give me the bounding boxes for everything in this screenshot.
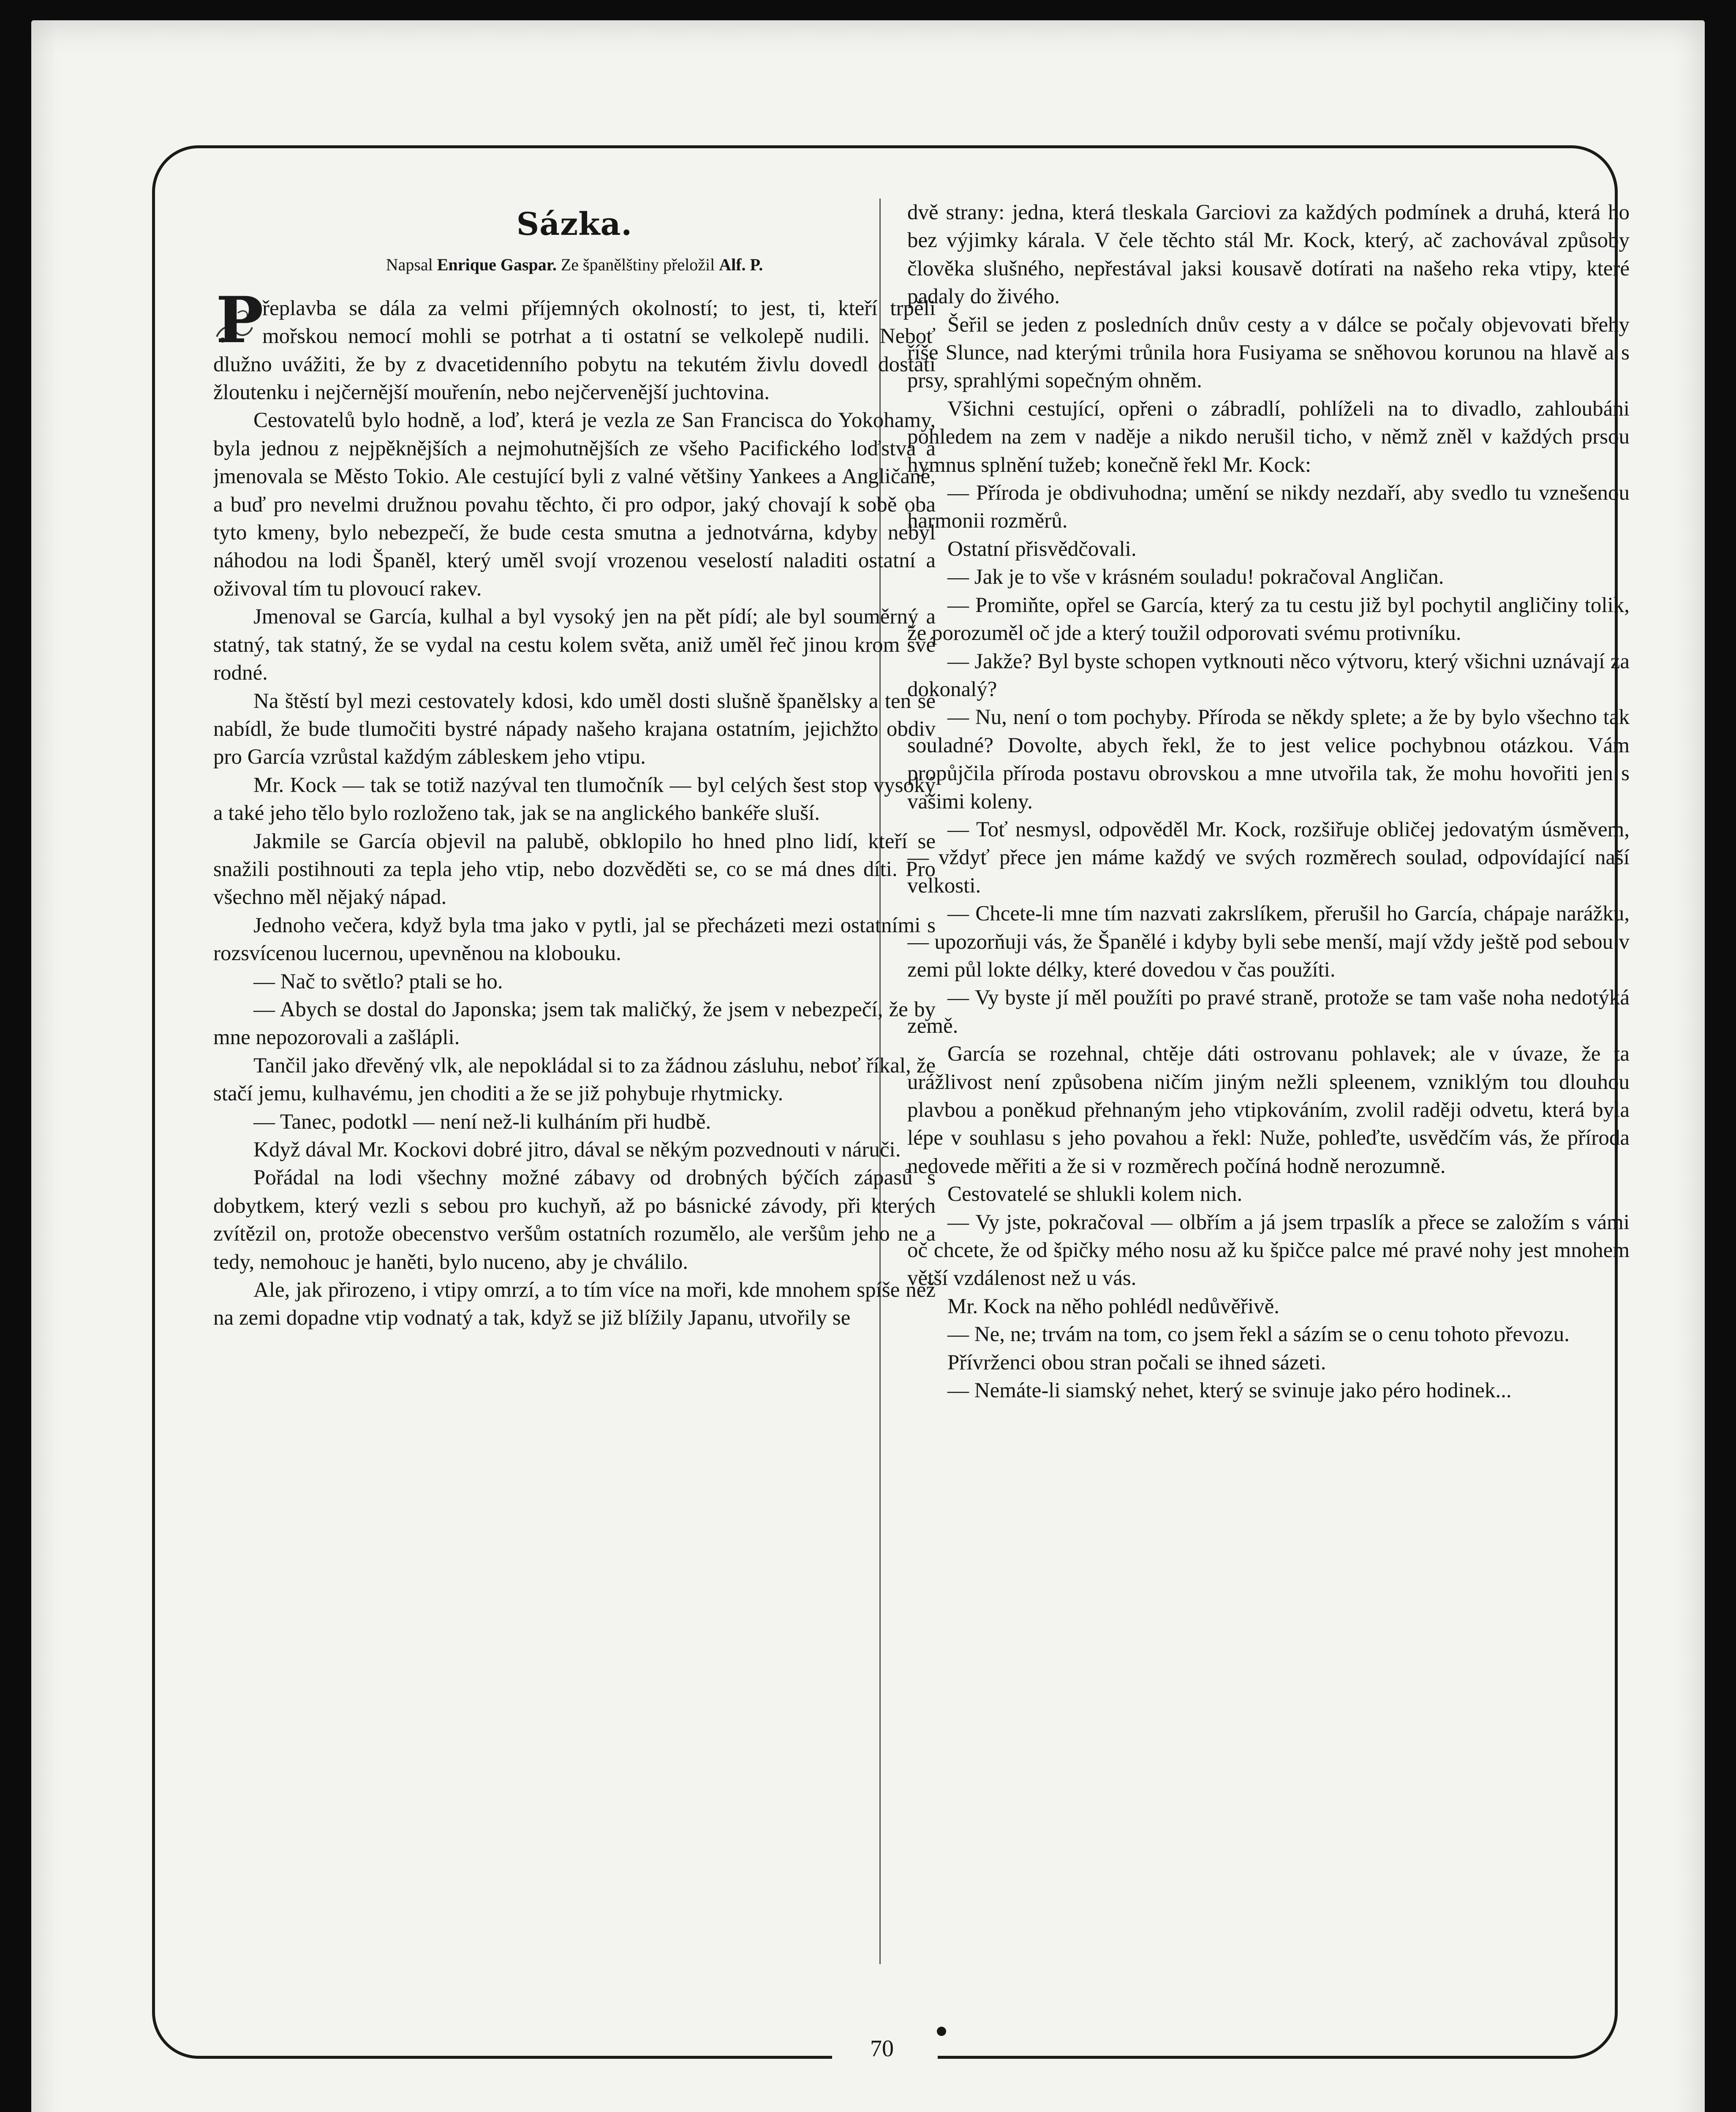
left-paragraph: Tančil jako dřevěný vlk, ale nepokládal si to za žádnou zásluhu, neboť říkal, že stačí jemu, kulhavému, jen choditi a že se již pohybuje rhytmicky. [213,1053,936,1106]
ornamental-dropcap [213,283,264,357]
byline-prefix: Napsal [386,255,437,275]
page-number-dot [937,2027,946,2036]
right-paragraph: — Příroda je obdivuhodna; umění se nikdy nezdaří, aby svedlo tu vznešenou harmonii rozměrů. [907,481,1630,533]
right-paragraph: — Jakže? Byl byste schopen vytknouti něco výtvoru, který všichni uznávají za dokonalý? [907,649,1630,701]
left-paragraph: Cestovatelů bylo hodně, a loď, která je vezla ze San Francisca do Yokohamy, byla jednou z nejpěknějších a nejmohutnějších ze všeho Pacifického loďstva a jmenovala se Město Tokio. Ale cestující byli z valné většiny Yankees a Angličané, a buď pro nevelmi družnou povahu těchto, či pro odpor, jaký chovají k sobě oba tyto kmeny, bylo nebezpečí, že bude cesta smutna a jednotvárna, kdyby nebyl náhodou na lodi Španěl, který uměl svojí vrozenou veselostí naladiti ostatní a oživoval tím tu plovoucí rakev. [213,408,936,601]
left-paragraph: Jednoho večera, když byla tma jako v pytli, jal se přecházeti mezi ostatními s rozsvícenou lucernou, upevněnou na klobouku. [213,913,936,966]
right-paragraph: dvě strany: jedna, která tleskala Garciovi za každých podmínek a druhá, která ho bez výjimky kárala. V čele těchto stál Mr. Kock, který, ač zachovával způsoby člověka slušného, nepřestával jaksi kousavě dotírati na našeho reka vtipy, které padaly do živého. [907,201,1630,309]
byline-author: Enrique Gaspar. [437,255,557,275]
right-paragraph: — Nu, není o tom pochyby. Příroda se někdy splete; a že by bylo všechno tak souladné? Dovolte, abych řekl, že to jest velice pochybnou otázkou. Vám propůjčila příroda postavu obrovskou a mne utvořila tak, že mohu hovořiti jen s vašimi koleny. [907,705,1630,814]
left-paragraph: Ale, jak přirozeno, i vtipy omrzí, a to tím více na moři, kde mnohem spíše než na zemi dopadne vtip vodnatý a tak, když se již blížily Japanu, utvořily se [213,1278,936,1330]
right-paragraph: — Nemáte-li siamský nehet, který se svinuje jako péro hodinek... [947,1379,1512,1403]
right-paragraph: — Vy byste jí měl použíti po pravé straně, protože se tam vaše noha nedotýká země. [907,986,1630,1038]
right-paragraph: Mr. Kock na něho pohlédl nedůvěřivě. [947,1294,1280,1318]
left-column [213,199,936,1973]
right-paragraph: — Promiňte, opřel se García, který za tu cestu již byl pochytil angličiny tolik, že porozuměl oč jde a který toužil odporovati svému protivníku. [907,593,1630,645]
right-paragraph: — Ne, ne; trvám na tom, co jsem řekl a sázím se o cenu tohoto převozu. [947,1323,1570,1347]
right-paragraph: Ostatní přisvědčovali. [947,537,1137,561]
right-paragraph: — Chcete-li mne tím nazvati zakrslíkem, přerušil ho García, chápaje narážku, — upozorňuji vás, že Španělé i kdyby byli sebe menší, mají vždy ještě pod sebou v zemi půl lokte délky, které dovedou v čas použíti. [907,902,1630,982]
right-column [907,199,1630,1973]
left-paragraph: — Abych se dostal do Japonska; jsem tak maličký, že jsem v nebezpečí, že by mne nepozorovali a zašlápli. [213,997,936,1050]
left-paragraph: Pořádal na lodi všechny možné zábavy od drobných býčích zápasů s dobytkem, který vezli s sebou pro kuchyň, až po básnické závody, při kterých zvítězil on, protože obecenstvo veršům ostatních rozumělo, ale veršům jeho ne a tedy, nemohouc je haněti, bylo nuceno, aby je chválilo. [213,1166,936,1274]
right-paragraphs [907,199,1630,1404]
first-paragraph-text: řeplavba se dála za velmi příjemných okolností; to jest, ti, kteří trpěli mořskou nemocí mohli se potrhat a ti ostatní se velkolepě nudili. Neboť dlužno uvážiti, že by z dvacetidenního pobytu na tekutém živlu dovedl dostati žloutenku i nejčernější mouřenín, nebo nejčervenější juchtovina. [213,296,936,405]
left-paragraph: Když dával Mr. Kockovi dobré jitro, dával se někým pozvednouti v náruči. [253,1138,901,1162]
byline-middle: Ze španělštiny přeložil [556,255,719,275]
left-paragraph: Jakmile se García objevil na palubě, obklopilo ho hned plno lidí, kteří se snažili postihnouti za tepla jeho vtip, nebo dozvěděti se, co se má dnes díti. Pro všechno měl nějaký nápad. [213,829,936,909]
right-paragraph: — Jak je to vše v krásném souladu! pokračoval Angličan. [947,565,1444,589]
right-paragraph: Přívrženci obou stran počali se ihned sázeti. [947,1350,1326,1374]
article-title: Sázka. [516,206,633,242]
byline-translator: Alf. P. [719,255,763,275]
right-paragraph: Všichni cestující, opřeni o zábradlí, pohlíželi na to divadlo, zahloubáni pohledem na zem v naděje a nikdo nerušil ticho, v němž zněl v každých prsou hymnus splnění tužeb; konečně řekl Mr. Kock: [907,397,1630,477]
right-paragraph: Cestovatelé se shlukli kolem nich. [947,1182,1243,1206]
left-paragraphs [213,406,936,1332]
left-paragraph: Na štěstí byl mezi cestovately kdosi, kdo uměl dosti slušně španělsky a ten se nabídl, že bude tlumočiti bystré nápady našeho krajana ostatním, jejichžto obdiv pro García vzrůstal každým zábleskem jeho vtipu. [213,689,936,769]
left-paragraph: Jmenoval se García, kulhal a byl vysoký jen na pět pídí; ale byl souměrný a statný, tak statný, že se vydal na cestu kolem světa, aniž uměl řeč jinou krom své rodné. [213,605,936,685]
left-paragraph: Mr. Kock — tak se totiž nazýval ten tlumočník — byl celých šest stop vysoký a také jeho tělo bylo rozloženo tak, jak se na anglického bankéře sluší. [213,773,936,825]
page-number: 70 [870,2036,894,2062]
right-paragraph: — Toť nesmysl, odpověděl Mr. Kock, rozšiřuje obličej jedovatým úsměvem, — vždyť přece jen máme každý ve svých rozměrech soulad, odpovídající naší velkosti. [907,817,1630,898]
left-paragraph: — Nač to světlo? ptali se ho. [253,969,503,993]
first-paragraph [213,283,936,407]
dropcap-letter: P [216,283,264,357]
article-byline [213,251,936,279]
left-paragraph: — Tanec, podotkl — není než-li kulháním při hudbě. [253,1110,711,1134]
right-paragraph: Šeřil se jeden z posledních dnův cesty a v dálce se počaly objevovati břehy říše Slunce, nad kterými trůnila hora Fusiyama se sněhovou korunou na hlavě a s prsy, sprahlými sopečným ohněm. [907,313,1630,393]
right-paragraph: García se rozehnal, chtěje dáti ostrovanu pohlavek; ale v úvaze, že ta urážlivost není způsobena ničím jiným nežli spleenem, vzniklým tou dlouhou plavbou a poněkud přehnaným jeho vtipkováním, zvolil raději odvetu, která byla lépe v souhlasu s jeho povahou a řekl: Nuže, pohleďte, usvědčím vás, že příroda nedovede měřiti a že si v rozměrech počíná hodně nerozumně. [907,1042,1630,1178]
right-paragraph: — Vy jste, pokračoval — olbřím a já jsem trpaslík a přece se založím s vámi oč chcete, že od špičky mého nosu až ku špičce palce mé pravé nohy jest mnohem větší vzdálenost než u vás. [907,1210,1630,1290]
